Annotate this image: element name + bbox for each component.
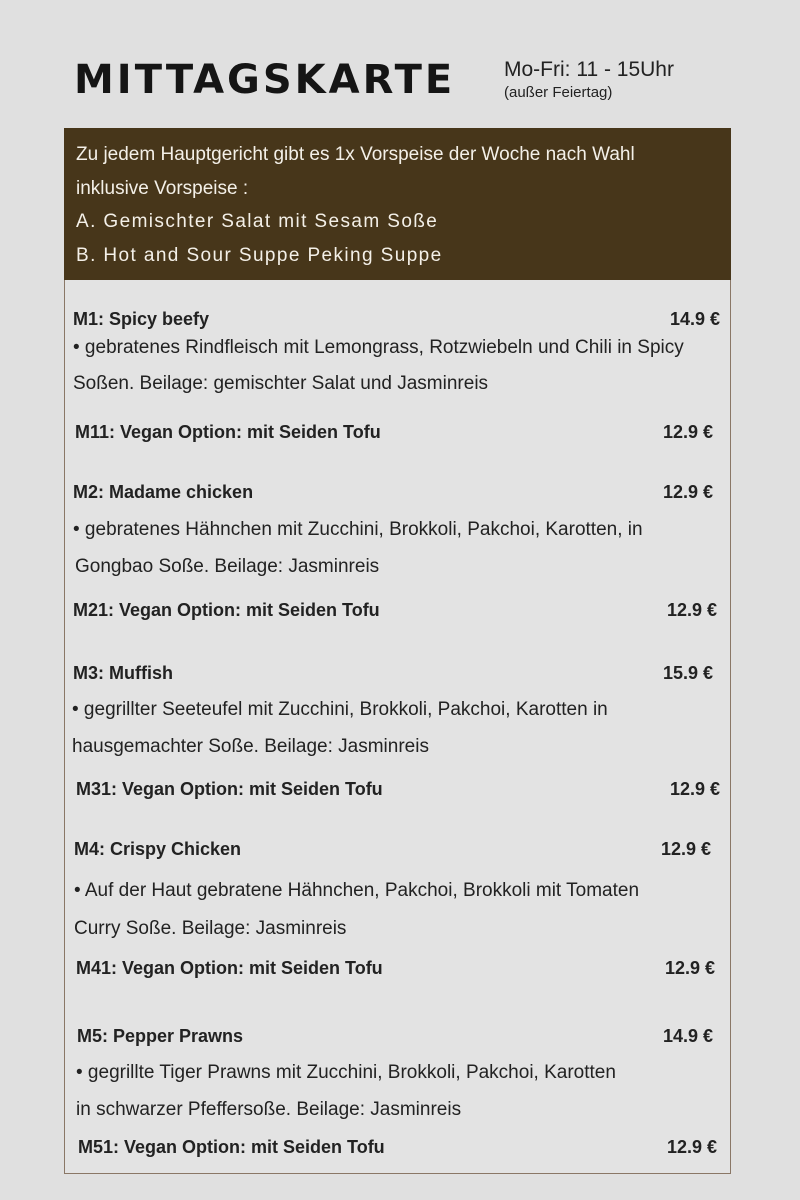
dish-name: M1: Spicy beefy [73, 309, 210, 329]
banner-option-a: A. Gemischter Salat mit Sesam Soße [76, 211, 439, 232]
dish-price: 14.9 € [669, 309, 720, 329]
dish-price: 15.9 € [662, 663, 713, 683]
vegan-option-name: M21: Vegan Option: mit Seiden Tofu [73, 600, 380, 620]
banner-option-b: B. Hot and Sour Suppe Peking Suppe [76, 244, 443, 266]
hours-text: Mo-Fri: 11 - 15Uhr [504, 58, 674, 81]
vegan-option-price: 12.9 € [662, 422, 713, 442]
dish-price: 14.9 € [662, 1026, 713, 1046]
menu-list [64, 280, 731, 1174]
dish-name: M2: Madame chicken [73, 482, 254, 502]
vegan-option-price: 12.9 € [664, 958, 715, 978]
dish-description-line-1: • gegrillter Seeteufel mit Zucchini, Brokkoli, Pakchoi, Karotten in [72, 699, 608, 720]
dish-name: M4: Crispy Chicken [74, 839, 242, 859]
dish-description-line-1: • gebratenes Hähnchen mit Zucchini, Brokkoli, Pakchoi, Karotten, in [73, 519, 643, 540]
starter-info-banner [64, 128, 731, 280]
dish-price: 12.9 € [662, 482, 713, 502]
dish-description-line-2: in schwarzer Pfeffersoße. Beilage: Jasminreis [76, 1099, 462, 1120]
dish-description-line-1: • gegrillte Tiger Prawns mit Zucchini, Brokkoli, Pakchoi, Karotten [76, 1062, 616, 1083]
banner-line-2: inklusive Vorspeise : [76, 177, 249, 199]
vegan-option-price: 12.9 € [669, 779, 720, 799]
dish-description-line-1: • Auf der Haut gebratene Hähnchen, Pakchoi, Brokkoli mit Tomaten [74, 880, 640, 901]
opening-hours [504, 57, 674, 103]
vegan-option-name: M31: Vegan Option: mit Seiden Tofu [76, 779, 383, 799]
dish-description-line-2: Curry Soße. Beilage: Jasminreis [74, 918, 347, 939]
vegan-option-price: 12.9 € [666, 600, 717, 620]
dish-description-line-2: Gongbao Soße. Beilage: Jasminreis [75, 556, 380, 577]
dish-description-line-2: Soßen. Beilage: gemischter Salat und Jasminreis [73, 373, 489, 394]
vegan-option-name: M11: Vegan Option: mit Seiden Tofu [75, 422, 381, 442]
vegan-option-name: M51: Vegan Option: mit Seiden Tofu [78, 1137, 385, 1157]
page-title: MITTAGSKARTE [74, 57, 456, 103]
vegan-option-price: 12.9 € [666, 1137, 717, 1157]
dish-name: M5: Pepper Prawns [77, 1026, 244, 1046]
dish-description-line-2: hausgemachter Soße. Beilage: Jasminreis [72, 736, 429, 757]
dish-price: 12.9 € [660, 839, 711, 859]
dish-description-line-1: • gebratenes Rindfleisch mit Lemongrass, Rotzwiebeln und Chili in Spicy [73, 337, 684, 358]
vegan-option-name: M41: Vegan Option: mit Seiden Tofu [76, 958, 383, 978]
dish-name: M3: Muffish [73, 663, 173, 683]
banner-line-1: Zu jedem Hauptgericht gibt es 1x Vorspeise der Woche nach Wahl [76, 144, 635, 165]
hours-note: (außer Feiertag) [504, 84, 613, 101]
